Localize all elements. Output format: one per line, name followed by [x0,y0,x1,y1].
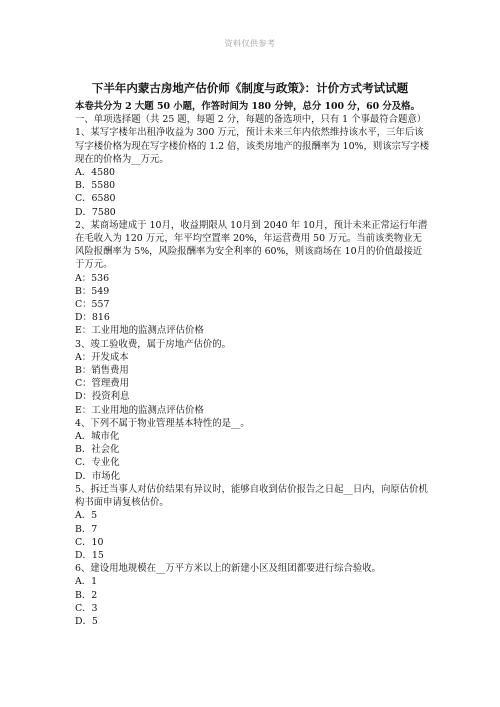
option: B：549 [75,285,110,297]
option: A．城市化 [75,431,120,443]
option: D．市场化 [75,470,121,482]
option: C：管理费用 [75,378,130,390]
question-stem: 2、某商场建成于 10月，收益期限从 10月到 2040 年 10月，预计未来正常运行年潜在毛收入为 120 万元，年平均空置率 20%，年运营费用 50 万元。当前该类物业无风险报酬率为 5%，风险报酬率为安全利率的 60%，则该商场在 10月的价值最接近于万元。 [75,219,428,271]
question-stem: 6、建设用地规模在__万平方米以上的新建小区及组团都要进行综合验收。 [75,563,381,575]
question-1 [75,126,431,218]
option: B．5580 [75,180,116,192]
option: A．5 [75,510,98,522]
option: B：销售费用 [75,365,129,377]
section-heading: 一、单项选择题（共 25 题，每题 2 分，每题的备选项中，只有 1 个事最符合题意） [75,114,427,126]
option: B．7 [75,523,98,535]
page-title: 下半年内蒙古房地产估价师《制度与政策》：计价方式考试试题 [91,81,409,95]
question-3 [75,338,431,417]
option: C．10 [75,536,104,548]
question-stem: 5、拆迁当事人对估价结果有异议时，能够自收到估价报告之日起__日内，向原估价机构书面申请复核估价。 [75,483,428,509]
option: C．专业化 [75,457,120,469]
option: D．15 [75,549,104,561]
option: C．3 [75,602,98,614]
option: D．5 [75,615,98,627]
option: A：开发成本 [75,351,129,363]
option: D：816 [75,312,110,324]
page-header: 资料仅供参考 [224,39,276,48]
option: B．2 [75,589,98,601]
option: B．社会化 [75,444,120,456]
question-stem: 1、某写字楼年出租净收益为 300 万元，预计未来三年内依然维持该水平，三年后该写字楼价格为现在写字楼价格的 1.2 倍，该类房地产的报酬率为 10%，则该宗写字楼现在的价格为__万元。 [75,127,430,165]
option: A．4580 [75,167,116,179]
option: D：投资利息 [75,391,130,403]
question-2 [75,219,431,338]
question-stem: 4、下列不属于物业管理基本特性的是__。 [75,417,250,429]
option: A．1 [75,576,98,588]
question-stem: 3、竣工验收费，属于房地产估价的。 [75,338,231,350]
question-4 [75,417,431,483]
exam-intro: 本卷共分为 2 大题 50 小题，作答时间为 180 分钟，总分 100 分，60 分及格。 [75,101,420,112]
option: E：工业用地的监测点评估价格 [75,325,204,337]
option: D．7580 [75,206,116,218]
question-5 [75,483,431,562]
option: E：工业用地的监测点评估价格 [75,404,204,416]
question-6 [75,562,431,628]
option: C．6580 [75,193,116,205]
option: A：536 [75,272,110,284]
option: C：557 [75,299,110,311]
document-body [75,100,431,628]
